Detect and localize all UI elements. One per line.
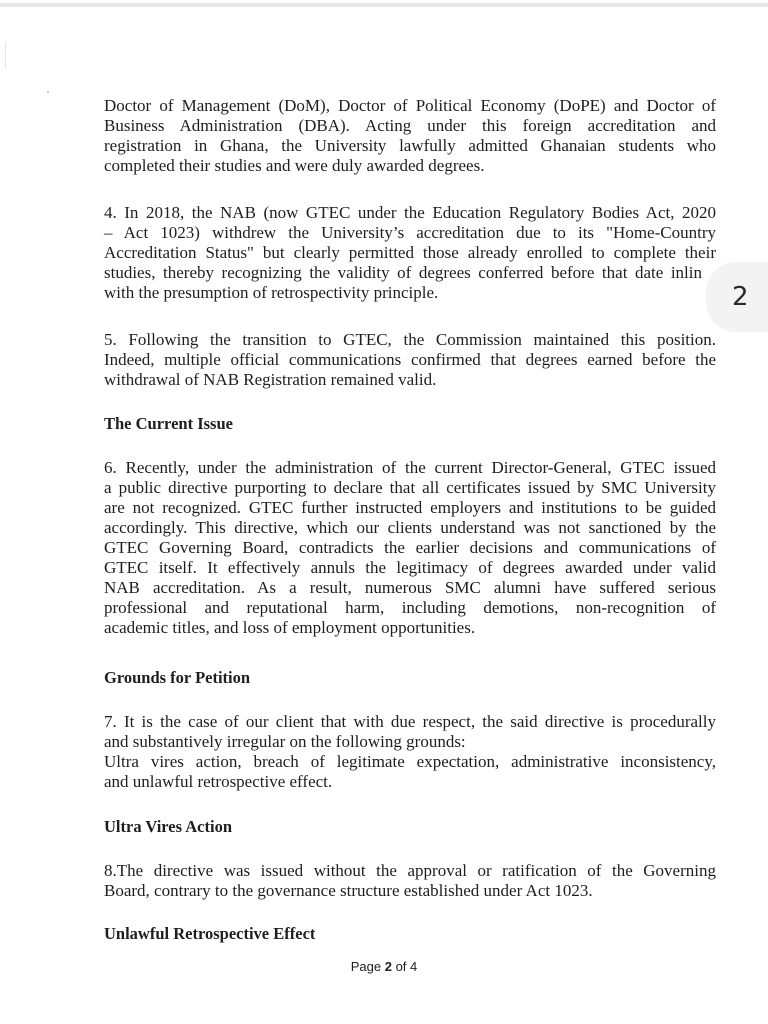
- text-line: 4. In 2018, the NAB (now GTEC under the Education Regulatory Bodies Act, 2020: [104, 203, 716, 222]
- text-line: with the presumption of retrospectivity principle.: [104, 283, 439, 302]
- text-line: and substantively irregular on the following grounds:: [104, 732, 466, 751]
- footer-middle: of: [391, 959, 411, 974]
- section-heading-unlawful-retrospective-effect: Unlawful Retrospective Effect: [104, 924, 316, 943]
- scan-dot-mark: [47, 91, 49, 93]
- text-line: – Act 1023) withdrew the University’s accreditation due to its "Home-Country: [104, 223, 716, 242]
- footer-current-page: 2: [384, 959, 392, 974]
- text-line: 6. Recently, under the administration of the current Director-General, GTEC issued: [104, 458, 716, 477]
- text-line: Doctor of Management (DoM), Doctor of Political Economy (DoPE) and Doctor of: [104, 96, 716, 115]
- page-number-indicator: 2: [706, 262, 768, 332]
- text-line: GTEC Governing Board, contradicts the earlier decisions and communications of: [104, 538, 716, 557]
- text-line: and unlawful retrospective effect.: [104, 772, 333, 791]
- text-line: completed their studies and were duly awarded degrees.: [104, 156, 485, 175]
- text-line: Board, contrary to the governance structure established under Act 1023.: [104, 881, 593, 900]
- text-line: Ultra vires action, breach of legitimate expectation, administrative inconsistency,: [104, 752, 716, 771]
- text-line: Business Administration (DBA). Acting under this foreign accreditation and: [104, 116, 716, 135]
- text-line: withdrawal of NAB Registration remained valid.: [104, 370, 437, 389]
- footer-prefix: Page: [350, 959, 385, 974]
- top-border: [0, 3, 768, 7]
- section-heading-current-issue: The Current Issue: [104, 414, 233, 433]
- text-line: NAB accreditation. As a result, numerous SMC alumni have suffered serious: [104, 578, 716, 597]
- scan-edge-mark: [5, 42, 6, 68]
- text-line: registration in Ghana, the University lawfully admitted Ghanaian students who: [104, 136, 716, 155]
- section-heading-ultra-vires-action: Ultra Vires Action: [104, 817, 233, 836]
- page-footer: [0, 959, 768, 974]
- text-line: accordingly. This directive, which our clients understand was not sanctioned by the: [104, 518, 716, 537]
- text-line: 7. It is the case of our client that with due respect, the said directive is procedurally: [104, 712, 716, 731]
- text-line: GTEC itself. It effectively annuls the legitimacy of degrees awarded under valid: [104, 558, 716, 577]
- text-line: are not recognized. GTEC further instructed employers and institutions to be guided: [104, 498, 716, 517]
- text-line: studies, thereby recognizing the validity of degrees conferred before that date inlin: [104, 263, 702, 282]
- text-line: academic titles, and loss of employment opportunities.: [104, 618, 476, 637]
- text-line: a public directive purporting to declare that all certificates issued by SMC University: [104, 478, 716, 497]
- text-line: Indeed, multiple official communications confirmed that degrees earned before the: [104, 350, 716, 369]
- footer-total-pages: 4: [410, 959, 418, 974]
- text-line: 5. Following the transition to GTEC, the Commission maintained this position.: [104, 330, 716, 349]
- text-line: 8.The directive was issued without the approval or ratification of the Governing: [104, 861, 716, 880]
- text-line: Accreditation Status" but clearly permitted those already enrolled to complete their: [104, 243, 716, 262]
- section-heading-grounds-for-petition: Grounds for Petition: [104, 668, 251, 687]
- text-line: professional and reputational harm, including demotions, non-recognition of: [104, 598, 716, 617]
